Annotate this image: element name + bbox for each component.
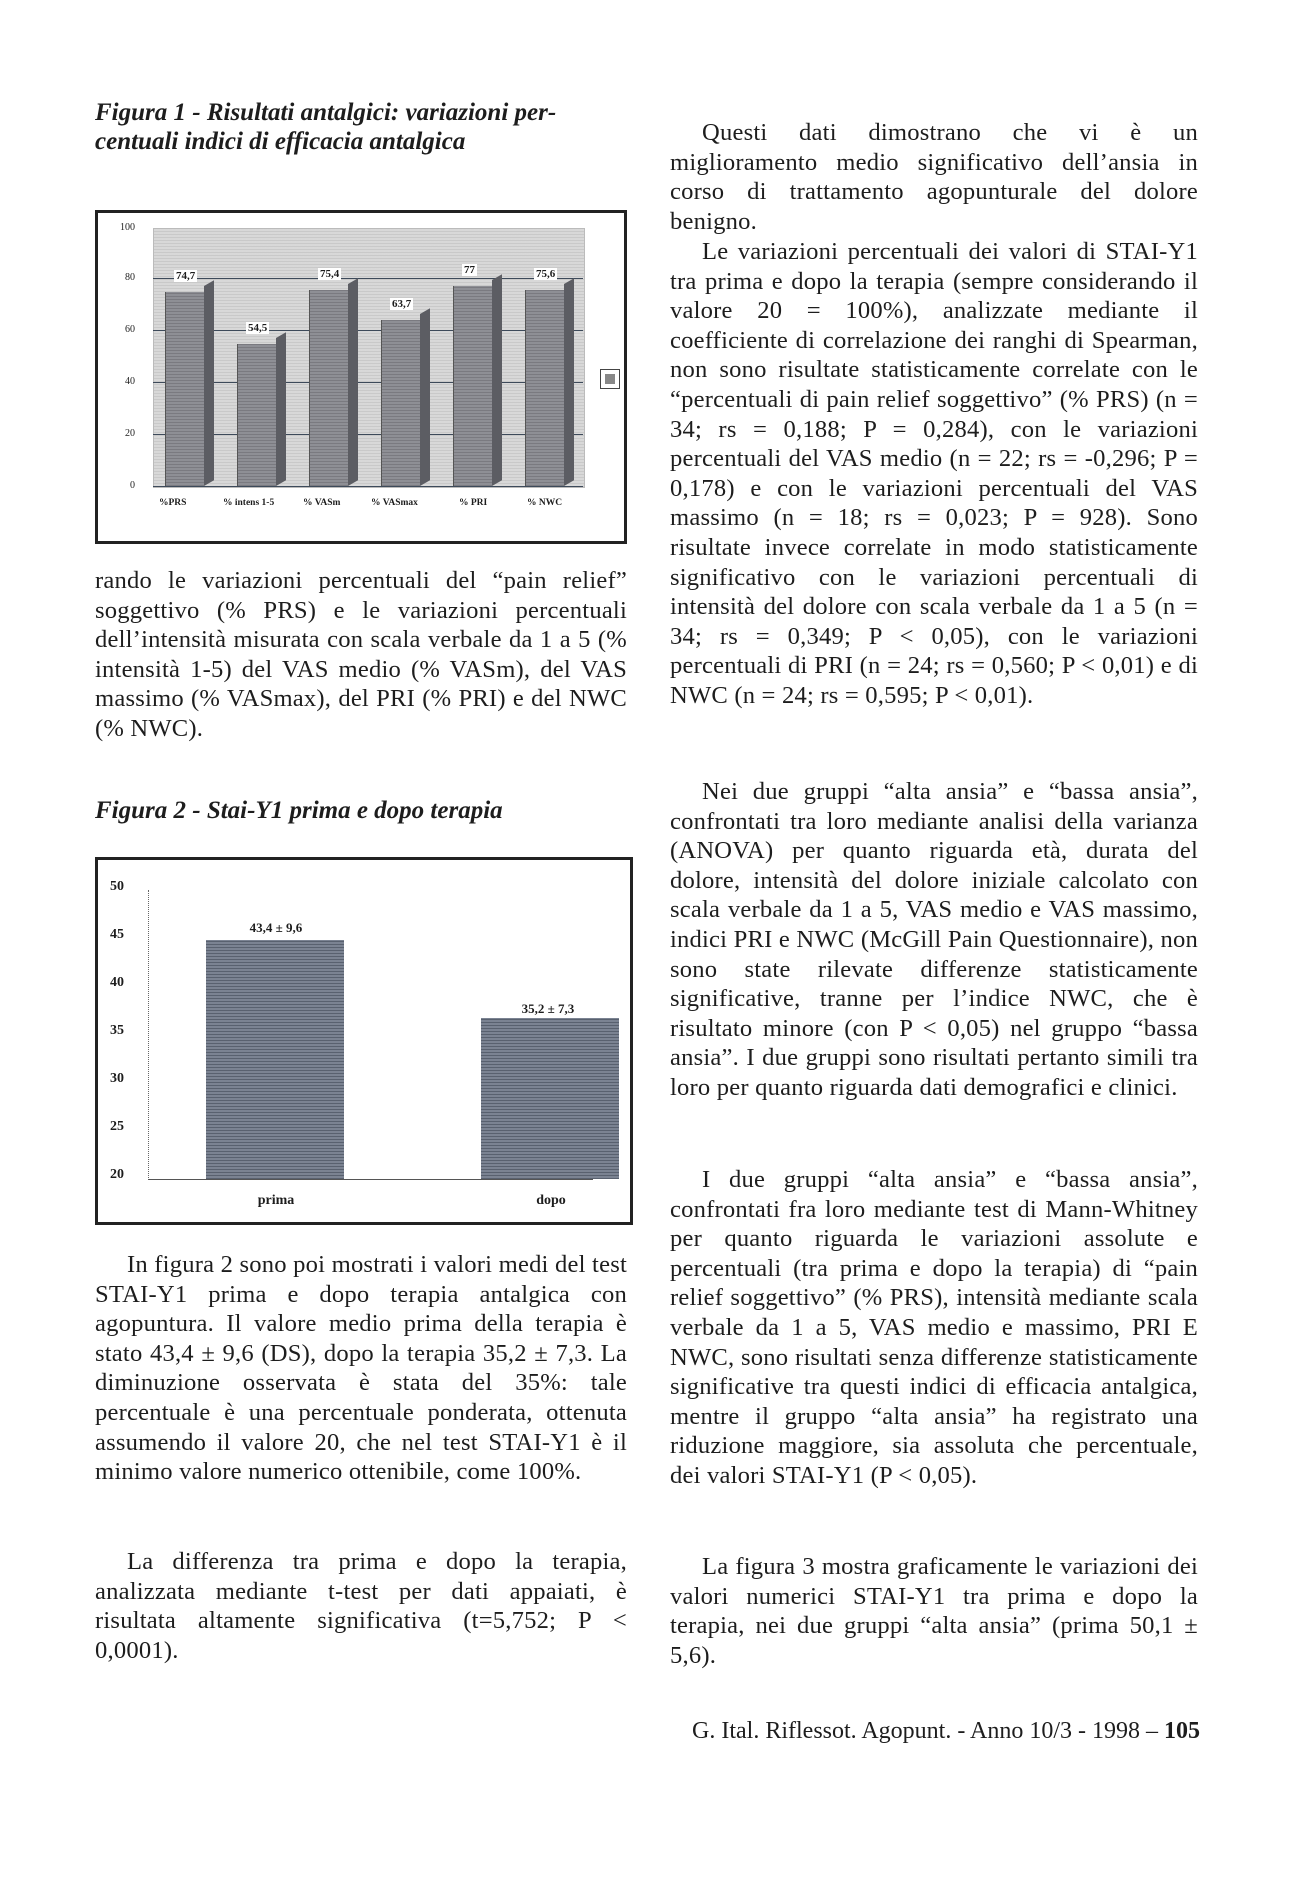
bar-pri: [453, 264, 492, 486]
x-label: dopo: [536, 1193, 566, 1208]
y-tick: 20: [110, 1167, 124, 1182]
y-tick: 60: [125, 324, 135, 335]
figure1-caption-line2: centuali indici di efficacia antalgica: [95, 128, 466, 155]
x-label: %PRS: [159, 498, 187, 508]
y-tick: 0: [130, 480, 135, 491]
x-axis: [148, 1179, 593, 1180]
x-label: % VASm: [303, 498, 341, 508]
x-label: % PRI: [459, 498, 488, 508]
legend-icon: [600, 369, 620, 389]
gridline: [153, 382, 583, 383]
y-axis: [148, 890, 149, 1180]
left-paragraph-2: [95, 1250, 627, 1487]
y-tick: 50: [110, 879, 124, 894]
bar-nwc: [525, 268, 564, 486]
bar-intens: [237, 322, 276, 486]
journal-citation: G. Ital. Riflessot. Agopunt. - Anno 10/3 - 1998 –: [692, 1718, 1158, 1744]
bar-dopo: [481, 1018, 619, 1179]
bar-value-label: 63,7: [392, 298, 412, 310]
right-paragraph-3: [670, 777, 1198, 1103]
y-tick: 25: [110, 1119, 124, 1134]
bar-prs: [165, 270, 204, 486]
bar-value-label: 43,4 ± 9,6: [249, 920, 303, 935]
right-paragraph-2-text: Le variazioni percentuali dei valori di STAI-Y1 tra prima e dopo la terapia (sempre considerando il valore 20 = 100%), analizzate mediante il coefficiente di correlazione dei ranghi di Spearman, non sono risultate statisticamente correlate con le “percentuali di pain relief soggettivo” (% PRS) (n = 34; rs = 0,188; P = 0,284), con le variazioni percentuali del VAS medio (n = 22; rs = -0,296; P = 0,178) e con le variazioni percentuali del VAS massimo (n = 18; rs = 0,023; P = 928). Sono risultate invece correlate in modo statisticamente significativo con le variazioni percentuali di intensità del dolore con scala verbale da 1 a 5 (n = 34; rs = 0,349; P < 0,05), con le variazioni percentuali di PRI (n = 24; rs = 0,560; P < 0,01) e di NWC (n = 24; rs = 0,595; P < 0,01).: [670, 238, 1198, 709]
right-paragraph-5-text: La figura 3 mostra graficamente le variazioni dei valori numerici STAI-Y1 tra prima e dopo la terapia, nei due gruppi “alta ansia” (prima 50,1 ± 5,6).: [670, 1553, 1198, 1669]
right-paragraph-4-text: I due gruppi “alta ansia” e “bassa ansia”, confrontati fra loro mediante test di Mann-Whitney per quanto riguarda le variazioni assolute e percentuali (tra prima e dopo la terapia) di “pain relief soggettivo” (% PRS), intensità mediante scala verbale da 1 a 5, VAS medio e massimo, PRI E NWC, sono risultati senza differenze statisticamente significative tra questi indici di efficacia antalgica, mentre il gruppo “alta ansia” ha registrato una riduzione maggiore, sia assoluta che percentuale, dei valori STAI-Y1 (P < 0,05).: [670, 1166, 1198, 1489]
bar-value-label: 77: [464, 264, 475, 276]
gridline: [153, 486, 583, 487]
right-paragraph-1: [670, 118, 1198, 236]
bar-value-label: 75,4: [320, 268, 340, 280]
y-tick: 40: [110, 975, 124, 990]
left-paragraph-3-text: La differenza tra prima e dopo la terapia, analizzata mediante t-test per dati appaiati, è risultata altamente significativa (t=5,752; P < 0,0001).: [95, 1548, 627, 1664]
figure1-caption: [95, 98, 635, 156]
y-tick: 45: [110, 927, 124, 942]
right-paragraph-1-text: Questi dati dimostrano che vi è un miglioramento medio significativo dell’ansia in corso di trattamento agopunturale del dolore benigno.: [670, 119, 1198, 235]
gridline: [153, 330, 583, 331]
right-paragraph-5: [670, 1552, 1198, 1670]
left-paragraph-1: rando le variazioni percentuali del “pain relief” soggettivo (% PRS) e le variazioni percentuali dell’intensità misurata con scala verbale da 1 a 5 (% intensità 1-5) del VAS medio (% VASm), del VAS massimo (% VASmax), del PRI (% PRI) e del NWC (% NWC).: [95, 567, 627, 742]
page-number: 105: [1164, 1718, 1200, 1744]
y-tick: 100: [120, 222, 135, 233]
right-paragraph-4: [670, 1165, 1198, 1491]
left-paragraph-3: [95, 1547, 627, 1665]
x-label: % NWC: [527, 498, 563, 508]
gridline: [153, 278, 583, 279]
figure2-chart: [95, 857, 633, 1225]
y-tick: 40: [125, 376, 135, 387]
gridline: [153, 434, 583, 435]
figure2-caption: Figura 2 - Stai-Y1 prima e dopo terapia: [95, 797, 503, 824]
right-paragraph-2: [670, 237, 1198, 711]
y-tick: 30: [110, 1071, 124, 1086]
bar-value-label: 54,5: [248, 322, 268, 334]
y-tick: 20: [125, 428, 135, 439]
figure1-plot-area: [120, 222, 593, 526]
x-label: prima: [257, 1193, 295, 1208]
figure1-chart: [95, 210, 627, 544]
bar-value-label: 74,7: [176, 270, 196, 282]
bar-value-label: 35,2 ± 7,3: [521, 1001, 575, 1016]
y-tick: 80: [125, 272, 135, 283]
bar-vasm: [309, 268, 348, 486]
bar-vasmax: [381, 298, 420, 486]
x-label: % intens 1-5: [223, 498, 275, 508]
right-paragraph-3-text: Nei due gruppi “alta ansia” e “bassa ansia”, confrontati tra loro mediante analisi della varianza (ANOVA) per quanto riguarda età, durata del dolore, intensità del dolore iniziale calcolato con scala verbale da 1 a 5, VAS medio e VAS massimo, indici PRI e NWC (McGill Pain Questionnaire), non sono state rilevate differenze statisticamente significative, tranne per l’indice NWC, che è risultato minore (con P < 0,05) nel gruppo “bassa ansia”. I due gruppi sono risultati pertanto simili tra loro per quanto riguarda dati demografici e clinici.: [670, 778, 1198, 1101]
x-label: % VASmax: [371, 498, 418, 508]
y-tick: 35: [110, 1023, 124, 1038]
figure1-caption-line1: Figura 1 - Risultati antalgici: variazioni per-: [95, 99, 557, 126]
chart-backwall: [153, 228, 585, 488]
left-paragraph-2-text: In figura 2 sono poi mostrati i valori medi del test STAI-Y1 prima e dopo terapia antalgica con agopuntura. Il valore medio prima della terapia è stato 43,4 ± 9,6 (DS), dopo la terapia 35,2 ± 7,3. La diminuzione osservata è stata del 35%: tale percentuale è una percentuale ponderata, ottenuta assumendo il valore 20, che nel test STAI-Y1 è il minimo valore numerico ottenibile, come 100%.: [95, 1251, 627, 1486]
bar-prima: [206, 940, 344, 1179]
page-footer: [670, 1718, 1200, 1745]
bar-value-label: 75,6: [536, 268, 556, 280]
